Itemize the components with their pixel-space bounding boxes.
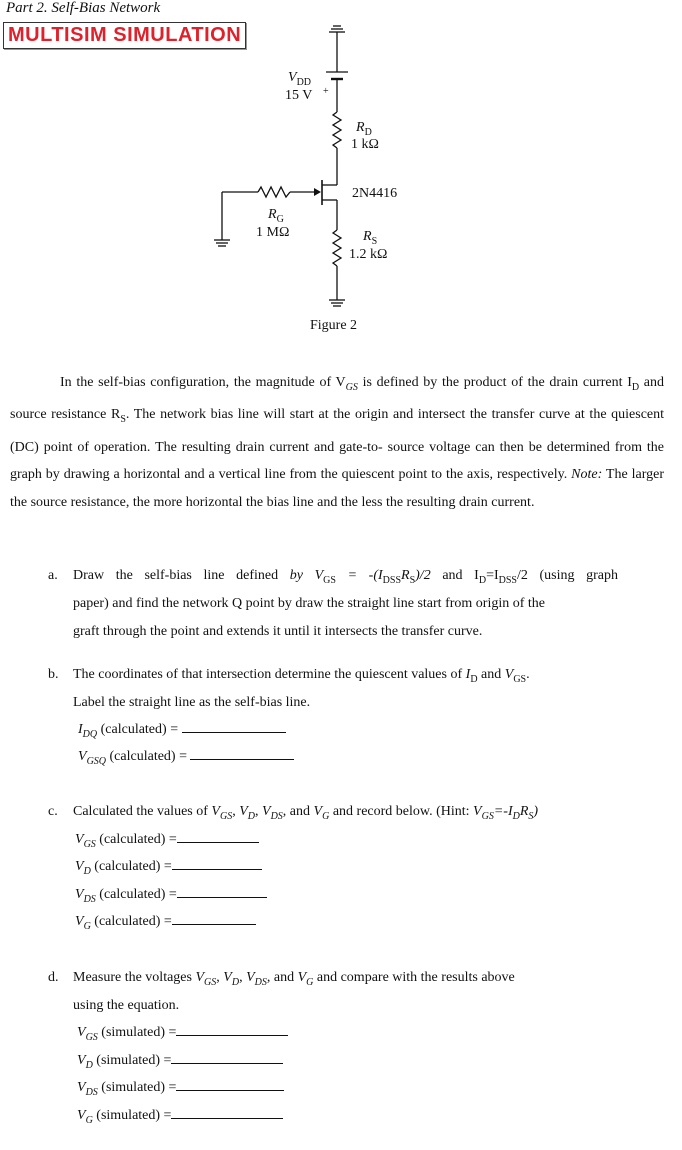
idq-calculated-field[interactable]: $I_{DQ}$ (calculated) = [78,722,286,740]
item-a-line3: graft through the point and extends it until it intersects the transfer curve. [73,624,483,639]
item-b-line2: Label the straight line as the self-bias line. [73,695,311,710]
gate-arrow-icon [314,188,321,196]
rs-value: 1.2 kΩ [349,247,388,262]
rd-resistor [333,112,341,148]
item-d-line1: Measure the voltages $V_{GS}$, $V_D$, $V_{DS}$, and $V_G$ and compare with the results above [73,970,515,988]
rg-label: $R_G$ [268,207,284,225]
vg-simulated-field[interactable]: $V_G$ (simulated) = [77,1108,283,1126]
part-title: Part 2. Self-Bias Network [6,0,161,16]
vdd-value: 15 V [285,88,313,103]
figure-caption: Figure 2 [310,318,358,333]
rg-value: 1 MΩ [256,225,290,240]
vgsq-calculated-field[interactable]: $V_{GSQ}$ (calculated) = [78,749,294,767]
rs-label: $R_S$ [363,229,378,247]
vgs-simulated-field[interactable]: $V_{GS}$ (simulated) = [77,1025,288,1043]
item-a-letter: a. [48,568,58,583]
vds-simulated-field[interactable]: $V_{DS}$ (simulated) = [77,1080,284,1098]
vg-calculated-field[interactable]: $V_G$ (calculated) = [75,914,256,932]
item-d-letter: d. [48,970,59,985]
item-b-line1: The coordinates of that intersection determine the quiescent values of $I_D$ and $V_{GS}$. [73,667,530,685]
transistor-label: 2N4416 [352,186,398,201]
item-c-letter: c. [48,804,58,819]
rd-value: 1 kΩ [351,137,379,152]
multisim-banner: MULTISIM SIMULATION [3,22,246,49]
item-c-line1: Calculated the values of $V_{GS}$, $V_D$, $V_{DS}$, and $V_G$ and record below. (Hint: $V_{GS}=-I_DR_S$) [73,804,539,822]
item-b-letter: b. [48,667,59,682]
vds-calculated-field[interactable]: $V_{DS}$ (calculated) = [75,887,267,905]
vgs-calculated-field[interactable]: $V_{GS}$ (calculated) = [75,832,259,850]
item-d-line2: using the equation. [73,998,180,1013]
rd-label: $R_D$ [356,120,372,138]
rs-resistor [333,230,341,266]
item-a-line1: Draw the self-bias line defined by $V_{GS} = -(I_{DSS}R_S)/2$ and $I_D=I_{DSS}/2$ (using graph [73,568,619,586]
self-bias-circuit-diagram [200,20,440,310]
rg-resistor [258,187,290,197]
vd-calculated-field[interactable]: $V_D$ (calculated) = [75,859,262,877]
vdd-label: $V_{DD}$ [288,70,312,88]
vd-simulated-field[interactable]: $V_D$ (simulated) = [77,1053,283,1071]
battery-plus-sign: + [323,86,329,97]
intro-paragraph: In the self-bias configuration, the magnitude of $V_{GS}$ is defined by the product of the drain current $I_D$ and source resistance $R_S$. The network bias line will start at the origin and intersect the transfer curve at the quiescent (DC) point of operation. The resulting drain current and gate-to- source voltage can then be determined from the graph by drawing a horizontal and a vertical line from the quiescent point to the axis, respectively. Note: The larger the source resistance, the more horizontal the bias line and the less the resulting drain current. [10,375,665,510]
item-a-line2: paper) and find the network Q point by draw the straight line start from origin of the [73,596,545,611]
